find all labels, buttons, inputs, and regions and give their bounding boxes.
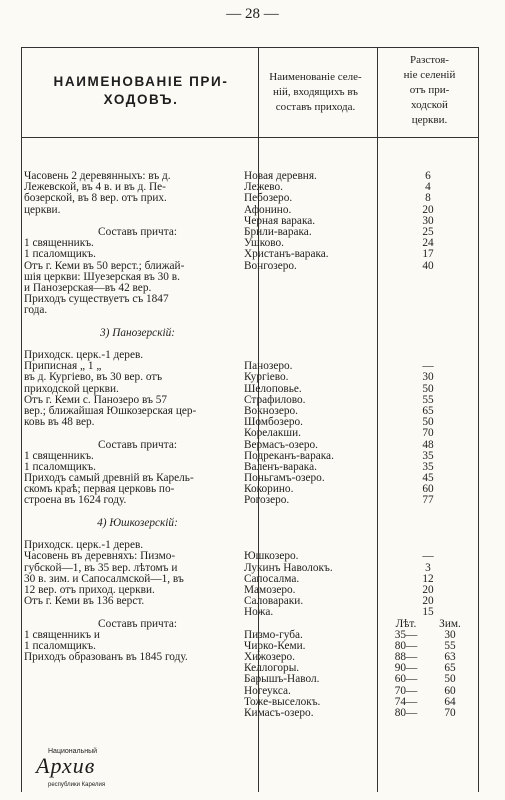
description-line: 1 псаломщикъ. xyxy=(24,639,96,652)
logo-line-3: республики Карелия xyxy=(48,782,106,788)
description-line: 30 в. зим. и Сапосалмской—1, въ xyxy=(24,572,184,585)
settlement-name xyxy=(244,529,374,540)
summer-distance: 80— xyxy=(394,639,418,652)
description-line: Приходъ существуетъ съ 1847 xyxy=(24,293,169,306)
distance-value: 77 xyxy=(422,494,434,507)
settlement-name xyxy=(244,507,374,518)
archive-logo xyxy=(14,748,134,796)
settlement-name: Хижозеро. xyxy=(244,651,295,664)
summer-distance: 88— xyxy=(394,651,418,664)
description-line: Лежевской, въ 4 в. и въ д. Пе- xyxy=(24,181,166,194)
settlement-name: Кокорино. xyxy=(244,483,294,496)
column-header-distances xyxy=(381,53,478,128)
settlement-name: Подреканъ-варака. xyxy=(244,449,334,462)
settlement-name: Мамозеро. xyxy=(244,583,296,596)
distance-value xyxy=(378,305,478,316)
settlement-name: Валенъ-варака. xyxy=(244,460,317,473)
settlement-name: Рогозеро. xyxy=(244,494,290,507)
settlement-name xyxy=(244,339,374,350)
settlement-name: Пебозеро. xyxy=(244,192,293,205)
settlement-name: Поньгамъ-озеро. xyxy=(244,472,325,485)
winter-distance: 50 xyxy=(444,673,456,686)
distance-value: 35 xyxy=(422,460,434,473)
description-line: губской—1, въ 35 вер. лѣтомъ и xyxy=(24,561,178,574)
description-line: 4) Юшкозерскій: xyxy=(97,516,178,529)
settlement-name: Шелоповье. xyxy=(244,382,302,395)
description-line xyxy=(24,316,251,327)
settlement-name xyxy=(244,283,374,294)
description-line xyxy=(24,428,251,439)
settlement-name: Вонгозеро. xyxy=(244,259,297,272)
winter-distance: 55 xyxy=(444,639,456,652)
distance-value: 24 xyxy=(422,237,434,250)
settlement-name: Юшкозеро. xyxy=(244,550,299,563)
table-top-rule xyxy=(21,47,478,48)
distance-pair xyxy=(378,674,478,685)
distance-pair xyxy=(378,708,478,719)
description-line: Часовень 2 деревянныхъ: въ д. xyxy=(24,170,171,182)
settlement-name: Ушково. xyxy=(244,237,284,250)
winter-distance: 60 xyxy=(444,684,456,697)
settlement-name: Лежево. xyxy=(244,181,283,194)
distance-value: 70 xyxy=(422,427,434,440)
distance-value xyxy=(378,283,478,294)
settlement-name: Келлогоры. xyxy=(244,662,300,675)
settlement-name: Брили-варака. xyxy=(244,225,312,238)
winter-distance: 70 xyxy=(444,707,456,719)
column-header-parishes xyxy=(29,73,253,109)
description-line: 1 священникъ. xyxy=(24,237,94,250)
distance-value: 6 xyxy=(425,170,431,182)
description-line: 1 священникъ. xyxy=(24,449,94,462)
settlement-name: Афонино. xyxy=(244,203,292,216)
table xyxy=(21,47,478,792)
distance-value: 17 xyxy=(422,248,434,261)
distance-value: 25 xyxy=(422,225,434,238)
settlement-name: Ножа. xyxy=(244,606,274,619)
description-line: Отъ г. Кеми с. Панозеро въ 57 xyxy=(24,393,168,406)
settlement-name xyxy=(244,518,374,529)
settlement-name: Кургіево. xyxy=(244,371,289,384)
distance-pair xyxy=(378,697,478,708)
distance-value: 55 xyxy=(422,393,434,406)
distance-value xyxy=(378,339,478,350)
description-line: Составъ причта: xyxy=(98,438,177,451)
distance-value: 20 xyxy=(422,595,434,608)
distance-value: 15 xyxy=(422,606,434,619)
description-line: 12 вер. отъ приход. церкви. xyxy=(24,583,155,596)
winter-distance: 65 xyxy=(444,662,456,675)
description-line xyxy=(24,607,251,618)
distance-value: 4 xyxy=(425,181,431,194)
settlement-name: Ногеукса. xyxy=(244,684,291,697)
distance-value: 3 xyxy=(425,561,431,574)
column-header-settlements-text: Наименованіе селе- ній, входящихъ въ составъ прихода. xyxy=(269,71,362,113)
distance-value xyxy=(378,294,478,305)
distance-pair xyxy=(378,641,478,652)
description-line: Приходъ образованъ въ 1845 году. xyxy=(24,651,188,664)
settlement-name: Вокнозеро. xyxy=(244,404,298,417)
distance-value: 20 xyxy=(422,203,434,216)
description-line: шія церкви: Шуезерская въ 30 в. xyxy=(24,270,180,283)
settlement-name: Христанъ-варака. xyxy=(244,248,329,261)
distance-value: 20 xyxy=(422,583,434,596)
distance-value xyxy=(378,518,478,529)
description-line: Составъ причта: xyxy=(98,617,177,630)
settlement-name: Тоже-выселокъ. xyxy=(244,695,321,708)
settlement-name: Сапосалма. xyxy=(244,572,300,585)
distance-value: 30 xyxy=(422,371,434,384)
description-line: приходской церкви. xyxy=(24,382,119,395)
distance-value: 65 xyxy=(422,404,434,417)
settlement-name: Страфилово. xyxy=(244,393,306,406)
column-header-distances-text: Разстоя- ніе селеній отъ при- ходской церкви. xyxy=(403,54,456,126)
settlement-name: Панозеро. xyxy=(244,360,293,373)
description-line: 1 священникъ и xyxy=(24,628,100,641)
distance-value: 48 xyxy=(422,438,434,451)
settlement-name xyxy=(244,272,374,283)
column-header-parishes-text: НАИМЕНОВАНІЕ ПРИ- ХОДОВЪ. xyxy=(53,74,229,107)
description-line: Приписная „ 1 „ xyxy=(24,360,102,373)
distance-value: 50 xyxy=(422,416,434,429)
description-line: Составъ причта: xyxy=(98,225,177,238)
distance-value: 30 xyxy=(422,214,434,227)
description-line: Приходъ самый древній въ Карель- xyxy=(24,472,194,485)
season-header xyxy=(378,619,478,630)
summer-distance: 70— xyxy=(394,684,418,697)
table-border-right xyxy=(478,47,479,792)
header-rule xyxy=(21,137,478,138)
column-header-settlements xyxy=(258,70,373,115)
distance-value: 35 xyxy=(422,449,434,462)
winter-distance: 63 xyxy=(444,651,456,664)
summer-distance: 35— xyxy=(394,628,418,641)
distance-value xyxy=(378,507,478,518)
distance-value: — xyxy=(422,360,434,373)
description-line: Отъ г. Кеми въ 50 верст.; ближай- xyxy=(24,259,185,272)
distance-value: — xyxy=(422,550,434,563)
description-line: Приходск. церк.-1 дерев. xyxy=(24,349,144,361)
distance-value xyxy=(378,328,478,339)
settlement-name xyxy=(244,316,374,327)
winter-distance: 30 xyxy=(444,628,456,641)
settlement-name: Новая деревня. xyxy=(244,170,317,182)
description-line: церкви. xyxy=(24,203,61,216)
logo-line-1: Национальный xyxy=(48,748,98,755)
distance-pair xyxy=(378,652,478,663)
distance-pair xyxy=(378,630,478,641)
description-line: 3) Панозерскій: xyxy=(99,326,176,339)
description-line: Отъ г. Кеми въ 136 верст. xyxy=(24,595,145,608)
distance-value xyxy=(378,272,478,283)
distance-value: 60 xyxy=(422,483,434,496)
settlement-name xyxy=(244,619,374,630)
summer-distance: 74— xyxy=(394,695,418,708)
parish-description-column xyxy=(24,171,251,663)
settlement-name: Пизмо-губа. xyxy=(244,628,303,641)
settlement-name xyxy=(244,294,374,305)
settlement-name: Вермасъ-озеро. xyxy=(244,438,318,451)
description-line: Часовень въ деревняхъ: Пизмо- xyxy=(24,550,176,563)
settlement-name: Корелакши. xyxy=(244,427,301,440)
distance-value: 12 xyxy=(422,572,434,585)
settlement-name: Барышъ-Навол. xyxy=(244,673,320,686)
settlement-name: Саловараки. xyxy=(244,595,304,608)
table-border-left xyxy=(21,47,22,792)
description-line: строена въ 1624 году. xyxy=(24,494,127,507)
summer-distance: 60— xyxy=(394,673,418,686)
distance-value xyxy=(378,529,478,540)
distance-value: 45 xyxy=(422,472,434,485)
distance-pair xyxy=(378,663,478,674)
page-number: — 28 — xyxy=(226,6,279,22)
summer-distance: 90— xyxy=(394,662,418,675)
summer-label: Лѣт. xyxy=(395,617,417,630)
settlement-name: Кимасъ-озеро. xyxy=(244,707,314,719)
summer-distance: 80— xyxy=(394,707,418,719)
distance-value: 40 xyxy=(422,259,434,272)
settlement-name: Черная варака. xyxy=(244,214,316,227)
description-line: въ д. Кургіево, въ 30 вер. отъ xyxy=(24,371,163,384)
distance-value: 50 xyxy=(422,382,434,395)
description-line: ковь въ 48 вер. xyxy=(24,416,95,429)
settlement-name: Лукинъ Наволокъ. xyxy=(244,561,333,574)
distance-value xyxy=(378,316,478,327)
distance-value: 8 xyxy=(425,192,431,205)
settlement-name: Чирко-Кеми. xyxy=(244,639,306,652)
settlement-names-column xyxy=(244,171,374,719)
settlement-name xyxy=(244,328,374,339)
logo-line-2: Архив xyxy=(36,753,96,778)
description-line: скомъ краѣ; первая церковь по- xyxy=(24,483,175,496)
distance-pair xyxy=(378,686,478,697)
settlement-name: Шомбозеро. xyxy=(244,416,303,429)
description-line: бозерской, въ 8 вер. отъ прих. xyxy=(24,192,167,205)
distance-column xyxy=(378,171,478,719)
settlement-name xyxy=(244,305,374,316)
description-line: 1 псаломщикъ. xyxy=(24,248,96,261)
description-line: года. xyxy=(24,304,48,317)
description-line: Приходск. церк.-1 дерев. xyxy=(24,539,144,552)
winter-distance: 64 xyxy=(444,695,456,708)
description-line: и Панозерская—въ 42 вер. xyxy=(24,281,152,294)
description-line: 1 псаломщикъ. xyxy=(24,460,96,473)
winter-label: Зим. xyxy=(439,617,461,630)
description-line: вер.; ближайшая Юшкозерская цер- xyxy=(24,404,197,417)
